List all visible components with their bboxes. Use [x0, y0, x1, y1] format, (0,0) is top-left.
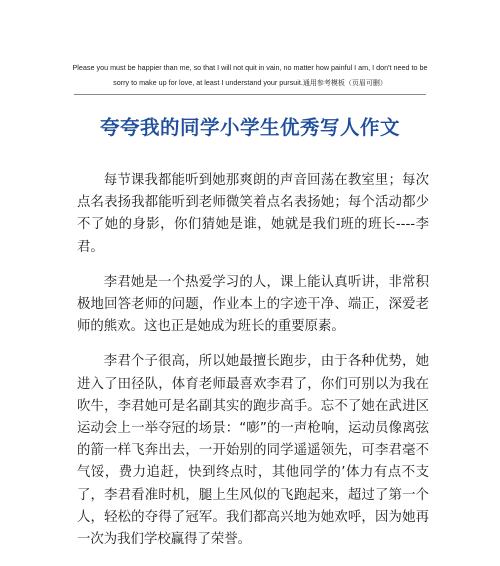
- document-title: 夸夸我的同学小学生优秀写人作文: [99, 116, 400, 139]
- header-divider: [74, 94, 426, 95]
- paragraph-3: 李君个子很高，所以她最擅长跑步，由于各种优势，她进入了田径队，体育老师最喜欢李君了，你们可别以为我在吹牛，李君她可是名副其实的跑步高手。忘不了她在武进区运动会上一举夺冠的场景：“嘭”的一声枪响，运动员像离弦的箭一样飞奔出去，一开始别的同学遥遥领先，可李君毫不气馁，费力追赶，快到终点时，其他同学的’体力有点不支了，李君看准时机，腿上生风似的飞跑起来，超过了第一个人，轻松的夺得了冠军。我们都高兴地为她欢呼，因为她再一次为我们学校赢得了荣誉。: [77, 354, 429, 548]
- header-english-line2: [50, 75, 450, 91]
- header-english-line1: Please you must be happier than me, so that I will not quit in vain, no matter how painful I am, I don't need to be: [72, 63, 428, 72]
- header-english-line2-text: sorry to make up for love, at least I understand your pursuit.: [113, 78, 303, 87]
- page-header: [50, 60, 450, 91]
- paragraph-2: 李君她是一个热爱学习的人，课上能认真听讲，非常积极地回答老师的问题，作业本上的字迹干净、端正，深爱老师的熊欢。这也正是她成为班长的重要原素。: [77, 274, 429, 335]
- paragraph-1: 每节课我都能听到她那爽朗的声音回荡在教室里；每次点名表扬我都能听到老师微笑着点名表扬她；每个活动都少不了她的身影，你们猜她是谁，她就是我们班的班长----李君。: [77, 173, 429, 255]
- header-template-note: 通用参考模板（页眉可删）: [302, 79, 387, 87]
- document-body: [77, 170, 429, 564]
